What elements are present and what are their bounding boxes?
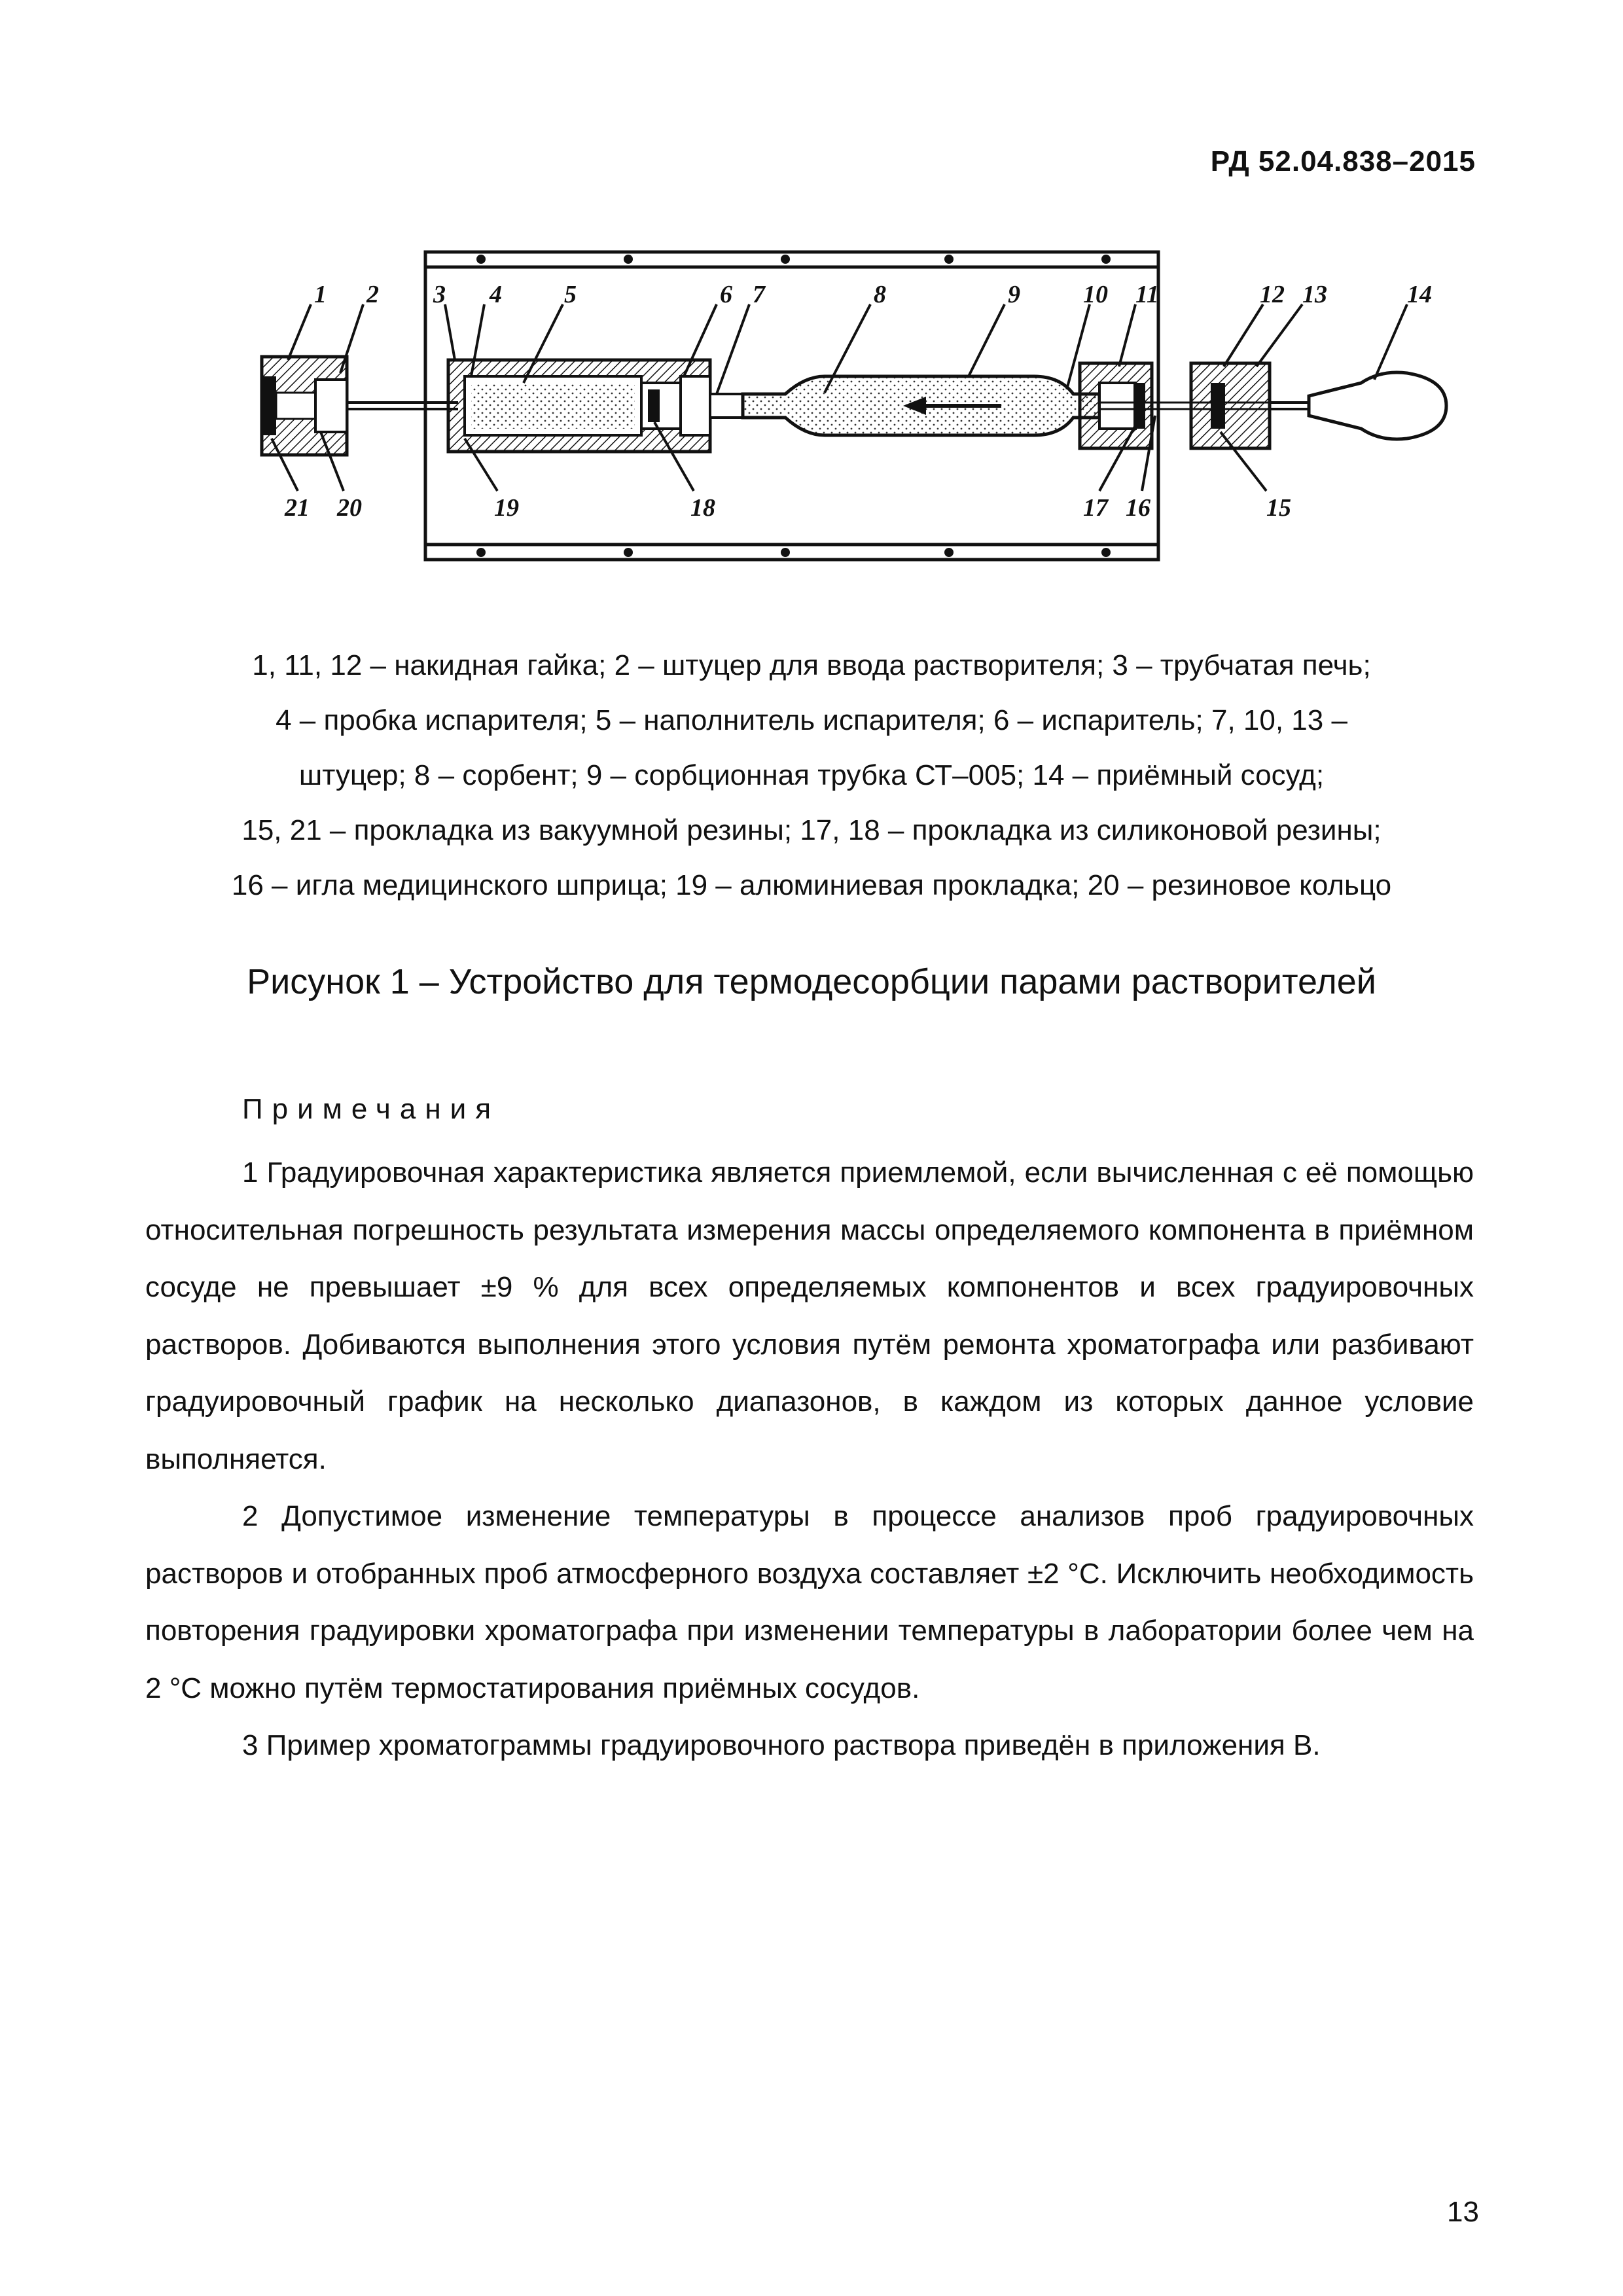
callout-12: 12 <box>1260 281 1285 308</box>
sorption-tube <box>743 376 1099 435</box>
callout-18: 18 <box>690 494 715 522</box>
callout-14: 14 <box>1407 281 1432 308</box>
figure-legend <box>131 638 1492 913</box>
callout-2: 2 <box>366 281 379 308</box>
callout-10: 10 <box>1083 281 1108 308</box>
device-figure <box>249 242 1505 569</box>
callout-20: 20 <box>337 494 362 522</box>
callout-17: 17 <box>1083 494 1108 522</box>
note-paragraph: 3 Пример хроматограммы градуировочного раствора приведён в приложения В. <box>242 1729 1321 1761</box>
legend-line: 16 – игла медицинского шприца; 19 – алюминиевая прокладка; 20 – резиновое кольцо <box>231 869 1392 901</box>
thermodesorption-device-diagram <box>249 242 1505 569</box>
callout-5: 5 <box>564 281 577 308</box>
note-paragraph: 1 Градуировочная характеристика является приемлемой, если вычисленная с её помощью относительная погрешность результата измерения массы определяемого компонента в приёмном сосуде не превышает ±9 % для всех определяемых компонентов и всех градуировочных растворов. Добиваются выполнения этого условия путём ремонта хроматографа или разбивают градуировочный график на несколько диапазонов, в каждом из которых данное условие выполняется. <box>145 1157 1474 1475</box>
callout-9: 9 <box>1008 281 1020 308</box>
note-paragraph: 2 Допустимое изменение температуры в процессе анализов проб градуировочных растворов и отобранных проб атмосферного воздуха составляет ±2 °С. Исключить необходимость повторения градуировки хроматографа при изменении температуры в лаборатории более чем на 2 °С можно путём термостатирования приёмных сосудов. <box>145 1500 1474 1704</box>
callout-6: 6 <box>720 281 732 308</box>
callout-15: 15 <box>1266 494 1291 522</box>
legend-line: штуцер; 8 – сорбент; 9 – сорбционная трубка СТ–005; 14 – приёмный сосуд; <box>298 759 1325 791</box>
callout-3: 3 <box>433 281 446 308</box>
evaporator <box>448 360 743 452</box>
callout-8: 8 <box>874 281 886 308</box>
figure-caption: Рисунок 1 – Устройство для термодесорбции парами растворителей <box>247 962 1376 1001</box>
callout-13: 13 <box>1302 281 1327 308</box>
callout-1: 1 <box>314 281 327 308</box>
receiving-vessel <box>1191 363 1446 448</box>
callout-7: 7 <box>753 281 765 308</box>
legend-line: 15, 21 – прокладка из вакуумной резины; 17, 18 – прокладка из силиконовой резины; <box>241 814 1382 846</box>
page-number: 13 <box>1447 2196 1479 2228</box>
callout-16: 16 <box>1126 494 1150 522</box>
left-nut-assembly <box>262 357 458 455</box>
legend-line: 1, 11, 12 – накидная гайка; 2 – штуцер для ввода растворителя; 3 – трубчатая печь; <box>252 649 1371 681</box>
legend-line: 4 – пробка испарителя; 5 – наполнитель испарителя; 6 – испаритель; 7, 10, 13 – <box>276 704 1347 736</box>
callout-19: 19 <box>494 494 519 522</box>
notes-heading: Примечания <box>242 1093 501 1125</box>
callout-21: 21 <box>285 494 310 522</box>
callout-4: 4 <box>490 281 502 308</box>
document-code: РД 52.04.838–2015 <box>1210 145 1476 177</box>
notes-body <box>145 1144 1474 1774</box>
callout-11: 11 <box>1135 281 1159 308</box>
